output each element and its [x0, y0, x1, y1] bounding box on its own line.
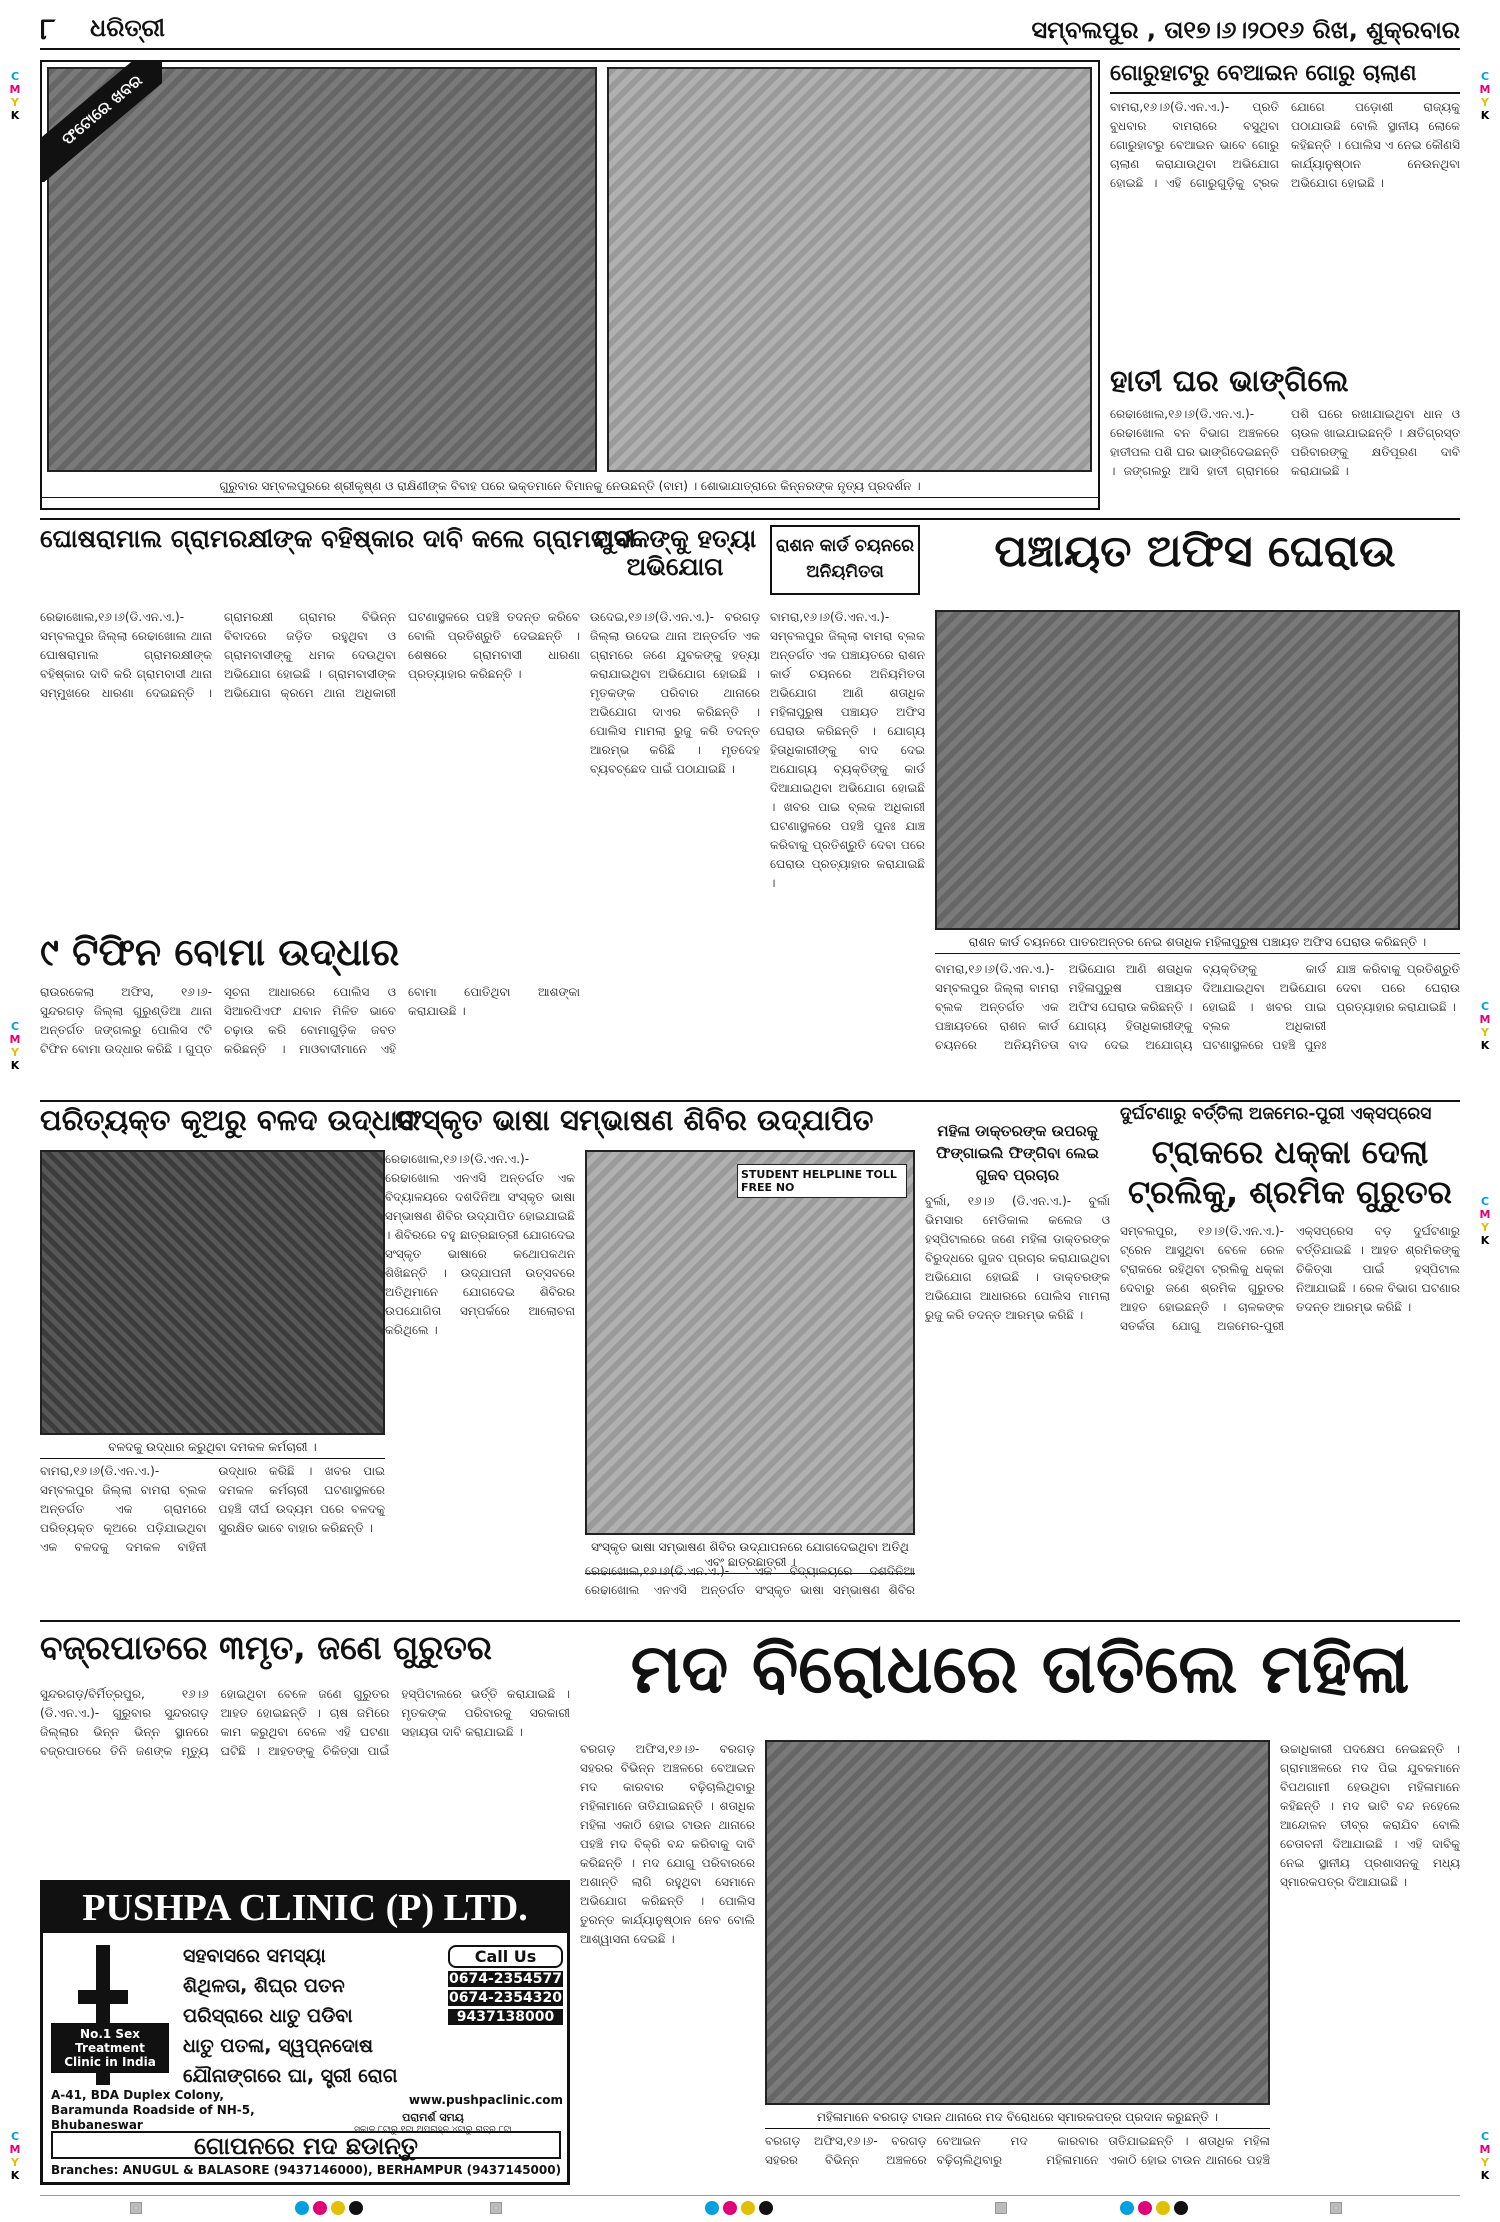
phone-1: 0674-2354577	[449, 1971, 562, 1987]
photo-well-rescue	[40, 1150, 385, 1435]
photo-liquor-protest	[765, 1740, 1270, 2105]
ad-address: A-41, BDA Duplex Colony, Baramunda Roadside of NH-5, Bhubaneswar	[51, 2088, 255, 2132]
clinic-advertisement	[40, 1880, 570, 2185]
photo-sanskrit-camp	[585, 1150, 915, 1535]
body-liquor-left: ବରଗଡ଼ ଅଫିସ,୧୬।୬- ବରଗଡ଼ ସହରର ବିଭିନ୍ନ ଅଞ୍ଚଳରେ ବେଆଇନ ମଦ କାରବାର ବଢ଼ିଚାଲିଥିବାରୁ ମହିଳାମାନେ ତାତିଯାଇଛନ୍ତି । ଶତାଧିକ ମହିଳା ଏକାଠି ହୋଇ ଟାଉନ ଥାନାରେ ପହଞ୍ଚି ମଦ ବିକ୍ରି ବନ୍ଦ କରିବାକୁ ଦାବି କରିଛନ୍ତି । ମଦ ଯୋଗୁ ପରିବାରରେ ଅଶାନ୍ତି ଲାଗି ରହୁଥିବା ସେମାନେ ଅଭିଯୋଗ କରିଛନ୍ତି । ପୋଲିସ ତୁରନ୍ତ କାର୍ଯ୍ୟାନୁଷ୍ଠାନ ନେବ ବୋଲି ଆଶ୍ୱାସନା ଦେଇଛି ।	[580, 1742, 755, 1946]
headline-ration: ପଞ୍ଚାୟତ ଅଫିସ ଘେରାଉ	[994, 526, 1396, 577]
headline-accident-1: ଟ୍ରାକରେ ଧକ୍କା ଦେଲା	[1151, 1133, 1429, 1171]
body-ration-a: ବାମରା,୧୬।୬(ଡି.ଏନ.ଏ.)- ସମ୍ବଲପୁର ଜିଲ୍ଲା ବାମରା ବ୍ଲକ ଅନ୍ତର୍ଗତ ଏକ ପଞ୍ଚାୟତରେ ରାଶନ କାର୍ଡ ଚୟନରେ ଅନିୟମିତତା ଅଭିଯୋଗ ଆଣି ଶତାଧିକ ମହିଳାପୁରୁଷ ପଞ୍ଚାୟତ ଅଫିସ ଘେରାଉ କରିଛନ୍ତି । ଯୋଗ୍ୟ ହିତାଧିକାରୀଙ୍କୁ ବାଦ ଦେଇ ଅଯୋଗ୍ୟ ବ୍ୟକ୍ତିଙ୍କୁ କାର୍ଡ ଦିଆଯାଇଥିବା ଅଭିଯୋଗ ହୋଇଛି । ଖବର ପାଇ ବ୍ଲକ ଅଧିକାରୀ ଘଟଣାସ୍ଥଳରେ ପହଞ୍ଚି ପୁନଃ ଯାଞ୍ଚ କରିବାକୁ ପ୍ରତିଶ୍ରୁତି ଦେବା ପରେ ଘେରାଉ ପ୍ରତ୍ୟାହାର କରାଯାଇଛି ।	[770, 610, 925, 890]
body-cattle: ବାମରା,୧୬।୬(ଡି.ଏନ.ଏ.)- ପ୍ରତି ବୁଧବାର ବାମରାରେ ବସୁଥିବା ଗୋରୁହାଟରୁ ବେଆଇନ ଭାବେ ଗୋରୁ ଚାଲାଣ କରାଯାଉଥିବା ଅଭିଯୋଗ ହୋଇଛି । ଏହି ଗୋରୁଗୁଡ଼ିକୁ ଟ୍ରକ ଯୋଗେ ପଡ଼ୋଶୀ ରାଜ୍ୟକୁ ପଠାଯାଉଛି ବୋଲି ସ୍ଥାନୀୟ ଲୋକେ କହିଛନ୍ତି । ପୋଲିସ ଏ ନେଇ କୌଣସି କାର୍ଯ୍ୟାନୁଷ୍ଠାନ ନେଉନଥିବା ଅଭିଯୋଗ ହୋଇଛି ।	[1110, 100, 1460, 190]
cmyk-mark: C M Y K	[1479, 1000, 1491, 1052]
phone-2: 0674-2354320	[449, 1990, 562, 2006]
body-sanskrit-b: ରେଢାଖୋଲ,୧୬।୬(ଡି.ଏନ.ଏ.)- ରେଢାଖୋଲ ଏନଏସି ଅନ୍ତର୍ଗତ ଏକ ବିଦ୍ୟାଳୟରେ ଦଶଦିନିଆ ସଂସ୍କୃତ ଭାଷା ସମ୍ଭାଷଣ ଶିବିର	[585, 1564, 915, 1597]
ad-hours: ପରାମର୍ଶ ସମୟ ସକାଳ ୮ଟାରୁ ୧ଟା ଅପରାହ୍ନ ୪ଟାରୁ ରାତ୍ର ୮ଟା	[354, 2111, 512, 2135]
body-accident: ସମ୍ବଲପୁର, ୧୬।୬(ଡି.ଏନ.ଏ.)- ଟ୍ରେନ ଆସୁଥିବା ବେଳେ ରେଳ ଟ୍ରାକରେ ରହିଥିବା ଟ୍ରଲିକୁ ଧକ୍କା ଦେବାରୁ ଜଣେ ଶ୍ରମିକ ଗୁରୁତର ଆହତ ହୋଇଛନ୍ତି । ଚାଳକଙ୍କ ସତର୍କତା ଯୋଗୁ ଅଜମେର-ପୁରୀ ଏକ୍ସପ୍ରେସ ବଡ଼ ଦୁର୍ଘଟଣାରୁ ବର୍ତ୍ତିଯାଇଛି । ଆହତ ଶ୍ରମିକଙ୍କୁ ଚିକିତ୍ସା ପାଇଁ ହସ୍ପିଟାଲ ନିଆଯାଇଛି । ରେଳ ବିଭାଗ ଘଟଣାର ତଦନ୍ତ ଆରମ୍ଭ କରିଛି ।	[1120, 1224, 1460, 1333]
caption-ration: ରାଶନ କାର୍ଡ ଚୟନରେ ପାତରଅନ୍ତର ନେଇ ଶତାଧିକ ମହିଳାପୁରୁଷ ପଞ୍ଚାୟତ ଅଫିସ ଘେରାଉ କରିଛନ୍ତି ।	[935, 932, 1460, 954]
cmyk-mark: C M Y K	[9, 1020, 21, 1072]
photo-caption: ଗୁରୁବାର ସମ୍ବଲପୁରରେ ଶ୍ରୀକୃଷ୍ଣ ଓ ରାକ୍ଷିଣୀଙ୍କ ବିବାହ ପରେ ଭକ୍ତମାନେ ବିମାନକୁ ନେଉଛନ୍ତି (ବାମ) । ଶୋଭାଯାତ୍ରାରେ କିନ୍ନରଙ୍କ ନୃତ୍ୟ ପ୍ରଦର୍ଶନ ।	[42, 476, 1098, 498]
headline-village: ଘୋଷରାମାଲ ଗ୍ରାମରକ୍ଷୀଙ୍କ ବହିଷ୍କାର ଦାବି କଲେ ଗ୍ରାମବାସୀ	[40, 524, 636, 553]
section-divider	[40, 1100, 1460, 1102]
headline-doctor: ମହିଳା ଡାକ୍ତରଙ୍କ ଉପରକୁ ଫିଙ୍ଗାଇଲି ଫିଙ୍ଗିବା ଲେଇ ଗୁଜବ ପ୍ରଚାର	[936, 1122, 1099, 1184]
kicker-ration: ରାଶନ କାର୍ଡ ଚୟନରେ ଅନିୟମିତତା	[770, 525, 920, 595]
headline-elephant: ହାତୀ ଘର ଭାଙ୍ଗିଲେ	[1110, 364, 1349, 399]
page-number: ୮	[40, 12, 56, 47]
ad-website: www.pushpaclinic.com	[408, 2093, 563, 2107]
body-doctor: ବୁର୍ଲା, ୧୬।୬ (ଡି.ଏନ.ଏ.)- ବୁର୍ଲା ଭିମସାର ମେଡିକାଲ କଲେଜ ଓ ହସ୍ପିଟାଲରେ ଜଣେ ମହିଳା ଡାକ୍ତରଙ୍କ ବିରୁଦ୍ଧରେ ଗୁଜବ ପ୍ରଚାର କରାଯାଇଥିବା ଅଭିଯୋଗ ହୋଇଛି । ଡାକ୍ତରଙ୍କ ଅଭିଯୋଗ ଆଧାରରେ ପୋଲିସ ମାମଲା ରୁଜୁ କରି ତଦନ୍ତ ଆରମ୍ଭ କରିଛି ।	[925, 1194, 1110, 1322]
headline-bomb: ୯ ଟିଫିନ ବୋମା ଉଦ୍ଧାର	[40, 930, 400, 974]
body-elephant: ରେଢାଖୋଲ,୧୬।୬(ଡି.ଏନ.ଏ.)- ରେଢାଖୋଲ ବନ ବିଭାଗ ଅଞ୍ଚଳରେ ହାତୀପଲ ପଶି ଘର ଭାଙ୍ଗିଦେଇଛନ୍ତି । ଜଙ୍ଗଲରୁ ଆସି ହାତୀ ଗ୍ରାମରେ ପଶି ଘରେ ରଖାଯାଇଥିବା ଧାନ ଓ ଚାଉଳ ଖାଇଯାଇଛନ୍ତି । କ୍ଷତିଗ୍ରସ୍ତ ପରିବାରଙ୍କୁ କ୍ଷତିପୂରଣ ଦାବି କରାଯାଇଛି ।	[1110, 407, 1460, 478]
headline-liquor: ମଦ ବିରୋଧରେ ତାତିଲେ ମହିଳା	[630, 1630, 1410, 1709]
body-lightning: ସୁନ୍ଦରଗଡ଼/ବିର୍ମିତ୍ରପୁର, ୧୬।୬ (ଡି.ଏନ.ଏ.)- ଗୁରୁବାର ସୁନ୍ଦରଗଡ଼ ଜିଲ୍ଲାର ଭିନ୍ନ ଭିନ୍ନ ସ୍ଥାନରେ ବଜ୍ରପାତରେ ତିନି ଜଣଙ୍କ ମୃତ୍ୟୁ ହୋଇଥିବା ବେଳେ ଜଣେ ଗୁରୁତର ଆହତ ହୋଇଛନ୍ତି । ଚାଷ ଜମିରେ କାମ କରୁଥିବା ବେଳେ ଏହି ଘଟଣା ଘଟିଛି । ଆହତଙ୍କୁ ଚିକିତ୍ସା ପାଇଁ ହସ୍ପିଟାଲରେ ଭର୍ତ୍ତି କରାଯାଇଛି । ମୃତକଙ୍କ ପରିବାରକୁ ସରକାରୀ ସହାୟତା ଦାବି କରାଯାଇଛି ।	[40, 1687, 570, 1758]
cmyk-mark: C M Y K	[9, 70, 21, 122]
ad-title: PUSHPA CLINIC (P) LTD.	[43, 1883, 567, 1933]
body-sanskrit-a: ରେଢାଖୋଲ,୧୬।୬(ଡି.ଏନ.ଏ.)- ରେଢାଖୋଲ ଏନଏସି ଅନ୍ତର୍ଗତ ଏକ ବିଦ୍ୟାଳୟରେ ଦଶଦିନିଆ ସଂସ୍କୃତ ଭାଷା ସମ୍ଭାଷଣ ଶିବିର ଉଦ୍‌ଯାପିତ ହୋଇଯାଇଛି । ଶିବିରରେ ବହୁ ଛାତ୍ରଛାତ୍ରୀ ଯୋଗଦେଇ ସଂସ୍କୃତ ଭାଷାରେ କଥୋପକଥନ ଶିଖିଛନ୍ତି । ଉଦ୍‌ଯାପନୀ ଉତ୍ସବରେ ଅତିଥିମାନେ ଯୋଗଦେଇ ଶିବିରର ଉପଯୋଗିତା ସମ୍ପର୍କରେ ଆଲୋଚନା କରିଥିଲେ ।	[385, 1152, 575, 1337]
phone-3: 9437138000	[448, 2009, 563, 2025]
newspaper-name: ଧରିତ୍ରୀ	[90, 14, 165, 42]
print-registration-strip	[40, 2195, 1460, 2217]
headline-cattle: ଗୋରୁହାଟରୁ ବେଆଇନ ଗୋରୁ ଚାଲାଣ	[1110, 61, 1417, 86]
caption-well: ବଳଦକୁ ଉଦ୍ଧାର କରୁଥିବା ଦମକଳ କର୍ମଚାରୀ ।	[40, 1437, 385, 1459]
body-liquor-bottom: ବରଗଡ଼ ଅଫିସ,୧୬।୬- ବରଗଡ଼ ସହରର ବିଭିନ୍ନ ଅଞ୍ଚଳରେ ବେଆଇନ ମଦ କାରବାର ବଢ଼ିଚାଲିଥିବାରୁ ମହିଳାମାନେ ତାତିଯାଇଛନ୍ତି । ଶତାଧିକ ମହିଳା ଏକାଠି ହୋଇ ଟାଉନ ଥାନାରେ ପହଞ୍ଚି	[765, 2134, 1270, 2167]
body-village: ରେଢାଖୋଲ,୧୬।୬(ଡି.ଏନ.ଏ.)- ସମ୍ବଲପୁର ଜିଲ୍ଲା ରେଢାଖୋଲ ଥାନା ଘୋଷରାମାଲ ଗ୍ରାମରକ୍ଷୀଙ୍କ ବହିଷ୍କାର ଦାବି କରି ଗ୍ରାମବାସୀ ଥାନା ସମ୍ମୁଖରେ ଧାରଣା ଦେଇଛନ୍ତି । ଗ୍ରାମରକ୍ଷୀ ଗ୍ରାମର ବିଭିନ୍ନ ବିବାଦରେ ଜଡ଼ିତ ରହୁଥିବା ଓ ଗ୍ରାମବାସୀଙ୍କୁ ଧମକ ଦେଉଥିବା ଅଭିଯୋଗ ହୋଇଛି । ଗ୍ରାମବାସୀଙ୍କ ଅଭିଯୋଗ କ୍ରମେ ଥାନା ଅଧିକାରୀ ଘଟଣାସ୍ଥଳରେ ପହଞ୍ଚି ତଦନ୍ତ କରିବେ ବୋଲି ପ୍ରତିଶ୍ରୁତି ଦେଇଛନ୍ତି । ଶେଷରେ ଗ୍ରାମବାସୀ ଧାରଣା ପ୍ରତ୍ୟାହାର କରିଛନ୍ତି ।	[40, 610, 580, 700]
headline-lightning: ବଜ୍ରପାତରେ ୩ମୃତ, ଜଣେ ଗୁରୁତର	[40, 1628, 492, 1667]
photo-dance-performance	[607, 67, 1092, 472]
section-divider	[40, 518, 1460, 520]
masthead	[40, 12, 1460, 50]
ad-badge: No.1 Sex Treatment Clinic in India	[51, 2023, 169, 2073]
headline-accident-2: ଟ୍ରଲିକୁ, ଶ୍ରମିକ ଗୁରୁତର	[1128, 1173, 1452, 1211]
body-murder: ଉଦେଇ,୧୬।୬(ଡି.ଏନ.ଏ.)- ବରଗଡ଼ ଜିଲ୍ଲା ଉଦେଇ ଥାନା ଅନ୍ତର୍ଗତ ଏକ ଗ୍ରାମରେ ଜଣେ ଯୁବକଙ୍କୁ ହତ୍ୟା କରାଯାଇଥିବା ଅଭିଯୋଗ ହୋଇଛି । ମୃତକଙ୍କ ପରିବାର ଥାନାରେ ଅଭିଯୋଗ ଦାଏର କରିଛନ୍ତି । ପୋଲିସ ମାମଲା ରୁଜୁ କରି ତଦନ୍ତ ଆରମ୍ଭ କରିଛି । ମୃତଦେହ ବ୍ୟବଚ୍ଛେଦ ପାଇଁ ପଠାଯାଇଛି ।	[590, 610, 760, 776]
photo-news-badge: ଫଟୋରେ ଖବର	[42, 62, 162, 182]
cmyk-mark: C M Y K	[9, 2130, 21, 2182]
divider	[1110, 92, 1460, 94]
ad-contact: Call Us 0674-2354577 0674-2354320 9437138000	[449, 1947, 562, 2025]
headline-murder: ଯୁବକଙ୍କୁ ହତ୍ୟା ଅଭିଯୋଗ	[593, 524, 757, 581]
body-bomb: ରାଉରକେଲା ଅଫିସ, ୧୬।୬- ସୁନ୍ଦରଗଡ଼ ଜିଲ୍ଲା ଗୁରୁଣ୍ଡିଆ ଥାନା ଅନ୍ତର୍ଗତ ଜଙ୍ଗଲରୁ ପୋଲିସ ୯ଟି ଟିଫିନ ବୋମା ଉଦ୍ଧାର କରିଛି । ଗୁପ୍ତ ସୂଚନା ଆଧାରରେ ପୋଲିସ ଓ ସିଆରପିଏଫ ଯବାନ ମିଳିତ ଭାବେ ଚଢ଼ାଉ କରି ବୋମାଗୁଡ଼ିକ ଜବତ କରିଛନ୍ତି । ମାଓବାଦୀମାନେ ଏହି ବୋମା ପୋତିଥିବା ଆଶଙ୍କା କରାଯାଉଛି ।	[40, 985, 580, 1056]
dateline: ସମ୍ବଲପୁର , ତା୧୭।୬।୨୦୧୬ ରିଖ, ଶୁକ୍ରବାର	[1031, 16, 1460, 44]
body-ration-b: ବାମରା,୧୬।୬(ଡି.ଏନ.ଏ.)- ସମ୍ବଲପୁର ଜିଲ୍ଲା ବାମରା ବ୍ଲକ ଅନ୍ତର୍ଗତ ଏକ ପଞ୍ଚାୟତରେ ରାଶନ କାର୍ଡ ଚୟନରେ ଅନିୟମିତତା ଅଭିଯୋଗ ଆଣି ଶତାଧିକ ମହିଳାପୁରୁଷ ପଞ୍ଚାୟତ ଅଫିସ ଘେରାଉ କରିଛନ୍ତି । ଯୋଗ୍ୟ ହିତାଧିକାରୀଙ୍କୁ ବାଦ ଦେଇ ଅଯୋଗ୍ୟ ବ୍ୟକ୍ତିଙ୍କୁ କାର୍ଡ ଦିଆଯାଇଥିବା ଅଭିଯୋଗ ହୋଇଛି । ଖବର ପାଇ ବ୍ଲକ ଅଧିକାରୀ ଘଟଣାସ୍ଥଳରେ ପହଞ୍ଚି ପୁନଃ ଯାଞ୍ଚ କରିବାକୁ ପ୍ରତିଶ୍ରୁତି ଦେବା ପରେ ଘେରାଉ ପ୍ରତ୍ୟାହାର କରାଯାଇଛି ।	[935, 962, 1460, 1052]
cmyk-mark: C M Y K	[1479, 70, 1491, 122]
ad-footer-odia: ଗୋପନରେ ମଦ ଛଡାନ୍ତୁ	[51, 2131, 561, 2159]
headline-well: ପରିତ୍ୟକ୍ତ କୂଅରୁ ବଳଦ ଉଦ୍ଧାର	[40, 1103, 420, 1137]
cmyk-mark: C M Y K	[1479, 2130, 1491, 2182]
caption-liquor: ମହିଳାମାନେ ବରଗଡ଼ ଟାଉନ ଥାନାରେ ମଦ ବିରୋଧରେ ସ୍ମାରକପତ୍ର ପ୍ରଦାନ କରୁଛନ୍ତି ।	[765, 2107, 1270, 2129]
ad-services: ସହବାସରେ ସମସ୍ୟା ଶିଥିଳତା, ଶିଘ୍ର ପତନ ପରିସ୍ରାରେ ଧାତୁ ପଡିବା ଧାତୁ ପତଳା, ସ୍ୱପ୍ନଦୋଷ ଯୌନାଙ୍ଗରେ ଘା, ସ୍ତ୍ରୀ ରୋଗ	[183, 1945, 398, 2087]
photo-ration-protest	[935, 610, 1460, 930]
helpline-sign: STUDENT HELPLINE TOLL FREE NO	[737, 1164, 907, 1198]
photo-feature	[40, 60, 1100, 510]
body-liquor-right: ଉଚ୍ଚାଧିକାରୀ ପଦକ୍ଷେପ ନେଇଛନ୍ତି । ଗ୍ରାମାଞ୍ଚଳରେ ମଦ ପିଇ ଯୁବକମାନେ ବିପଥଗାମୀ ହେଉଥିବା ମହିଳାମାନେ କହିଛନ୍ତି । ମଦ ଭାଟି ବନ୍ଦ ନହେଲେ ଆନ୍ଦୋଳନ ତୀବ୍ର କରାଯିବ ବୋଲି ଚେତାବନୀ ଦିଆଯାଇଛି । ଏହି ଦାବିକୁ ନେଇ ସ୍ଥାନୀୟ ପ୍ରଶାସନକୁ ମଧ୍ୟ ସ୍ମାରକପତ୍ର ଦିଆଯାଇଛି ।	[1280, 1742, 1460, 1889]
headline-sanskrit: ସଂସ୍କୃତ ଭାଷା ସମ୍ଭାଷଣ ଶିବିର ଉଦ୍‌ଯାପିତ	[395, 1103, 874, 1137]
section-divider	[40, 1620, 1460, 1622]
cmyk-mark: C M Y K	[1479, 1195, 1491, 1247]
body-well: ବାମରା,୧୬।୬(ଡି.ଏନ.ଏ.)- ସମ୍ବଲପୁର ଜିଲ୍ଲା ବାମରା ବ୍ଲକ ଅନ୍ତର୍ଗତ ଏକ ଗ୍ରାମରେ ପରିତ୍ୟକ୍ତ କୂଅରେ ପଡ଼ିଯାଇଥିବା ଏକ ବଳଦକୁ ଦମକଳ ବାହିନୀ ଉଦ୍ଧାର କରିଛି । ଖବର ପାଇ ଦମକଳ କର୍ମଚାରୀ ଘଟଣାସ୍ଥଳରେ ପହଞ୍ଚି ଦୀର୍ଘ ଉଦ୍ୟମ ପରେ ବଳଦକୁ ସୁରକ୍ଷିତ ଭାବେ ବାହାର କରିଛନ୍ତି ।	[40, 1464, 385, 1554]
caption-sanskrit: ସଂସ୍କୃତ ଭାଷା ସମ୍ଭାଷଣ ଶିବିର ଉଦ୍‌ଯାପନରେ ଯୋଗଦେଇଥିବା ଅତିଥି ଏବଂ ଛାତ୍ରଛାତ୍ରୀ ।	[585, 1537, 915, 1574]
kicker-accident: ଦୁର୍ଘଟଣାରୁ ବର୍ତ୍ତିଲା ଅଜମେର-ପୁରୀ ଏକ୍ସପ୍ରେସ	[1120, 1104, 1432, 1124]
ad-branches: Branches: ANUGUL & BALASORE (9437146000), BERHAMPUR (9437145000)	[51, 2163, 562, 2177]
